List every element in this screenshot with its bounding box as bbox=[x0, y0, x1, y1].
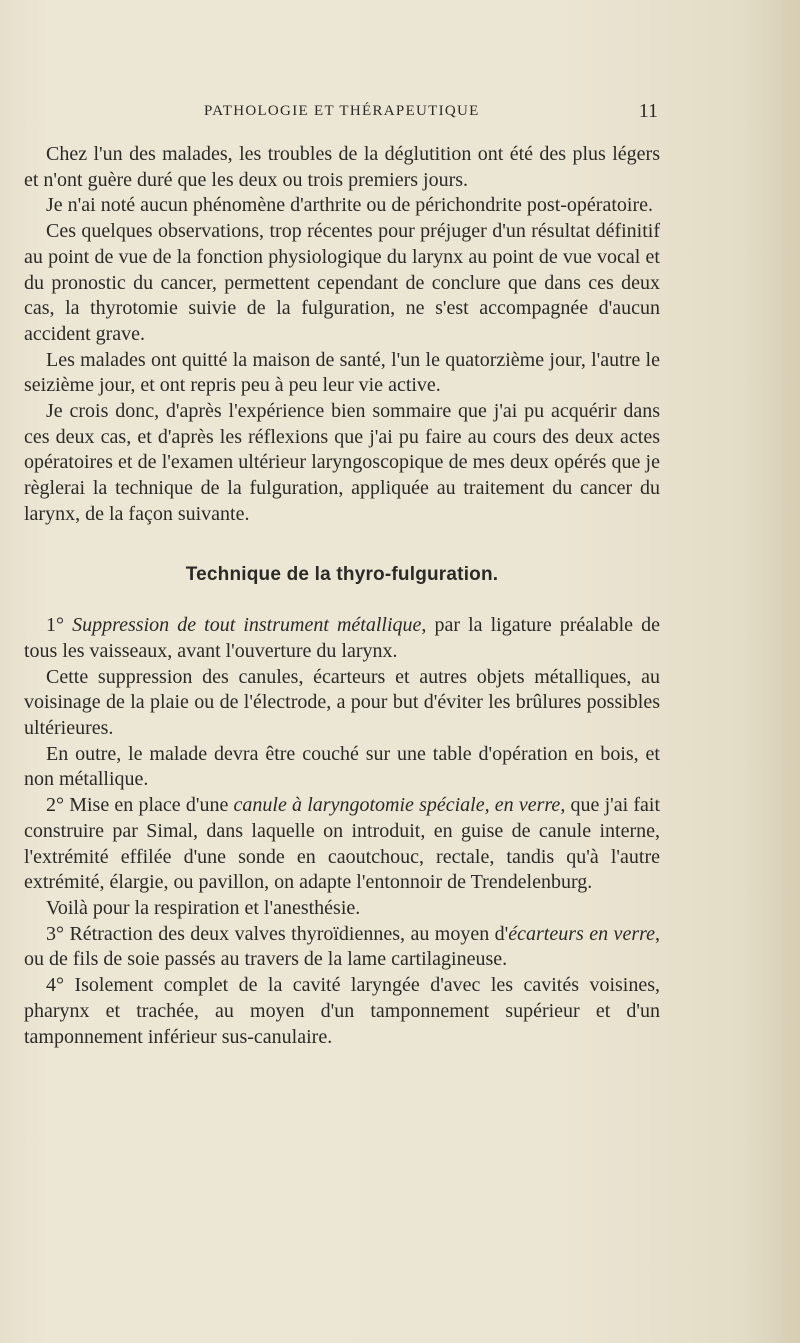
step-2-number: 2° bbox=[46, 794, 64, 817]
page-number: 11 bbox=[638, 100, 658, 122]
step-4-number: 4° bbox=[46, 974, 64, 997]
section-title: Technique de la thyro-fulguration. bbox=[185, 563, 499, 585]
step-2-lead: Mise en place d'une bbox=[69, 794, 229, 817]
paragraph-technique-intro: Je crois donc, d'après l'expérience bien sommaire que j'ai pu acquérir dans ces deux cas, et d'après les réflexions que j'ai pu faire au cours des deux actes opératoires et de l'examen ultérieur laryngoscopique de mes deux opérés que je règlerai la technique de la fulguration, appliquée au traitement du cancer du larynx, de la façon suivante. bbox=[24, 400, 660, 525]
step-3 bbox=[24, 922, 660, 973]
step-2 bbox=[24, 793, 660, 896]
step-2-text: , que j'ai fait construire par Simal, dans laquelle on introduit, en guise de canule interne, l'extrémité effilée d'une sonde en caoutchouc, rectale, tandis qu'à l'autre extrémité, élargie, ou pavillon, on adapte l'entonnoir de Trendelenburg. bbox=[24, 794, 661, 894]
page-header bbox=[24, 100, 660, 126]
paragraph-deglutition: Chez l'un des malades, les troubles de la déglutition ont été des plus légers et n'ont guère duré que les deux ou trois premiers jours. bbox=[24, 143, 660, 191]
paragraph-malades: Les malades ont quitté la maison de santé, l'un le quatorzième jour, l'autre le seizième jour, et ont repris peu à peu leur vie active. bbox=[24, 348, 660, 397]
body-text bbox=[24, 142, 660, 1050]
step-4 bbox=[24, 973, 660, 1050]
step-3-title: écarteurs en verre bbox=[508, 922, 656, 945]
step-2-title: canule à laryngotomie spéciale, en verre bbox=[233, 794, 561, 817]
step-1-title: Suppression de tout instrument métallique bbox=[72, 614, 422, 637]
paragraph-table: En outre, le malade devra être couché sur une table d'opération en bois, et non métallique. bbox=[24, 742, 660, 791]
step-1-text: , par la ligature préalable de tous les vaisseaux, avant l'ouverture du larynx. bbox=[24, 614, 661, 662]
paragraph-observations: Ces quelques observations, trop récentes pour préjuger d'un résultat définitif au point de vue de la fonction physiologique du larynx au point de vue vocal et du pronostic du cancer, permettent cependant de conclure que dans ces deux cas, la thyrotomie suivie de la fulguration, ne s'est accompagnée d'aucun accident grave. bbox=[24, 220, 660, 345]
step-3-text: , ou de fils de soie passés au travers de la lame cartilagineuse. bbox=[24, 922, 661, 971]
step-3-number: 3° bbox=[46, 922, 64, 945]
paragraph-arthrite: Je n'ai noté aucun phénomène d'arthrite ou de périchondrite post-opératoire. bbox=[46, 194, 653, 217]
step-1-number: 1° bbox=[46, 614, 64, 637]
paragraph-canules: Cette suppression des canules, écarteurs et autres objets métalliques, au voisinage de la plaie ou de l'électrode, a pour but d'éviter les brûlures possibles ultérieures. bbox=[24, 665, 660, 740]
paragraph-anesthesie: Voilà pour la respiration et l'anesthésie. bbox=[46, 896, 361, 919]
step-3-lead: Rétraction des deux valves thyroïdiennes, au moyen d' bbox=[69, 922, 509, 945]
running-title: PATHOLOGIE ET THÉRAPEUTIQUE bbox=[204, 103, 480, 119]
step-4-text: Isolement complet de la cavité laryngée d'avec les cavités voisines, pharynx et trachée, au moyen d'un tamponnement supérieur et d'un tamponnement inférieur sus-canulaire. bbox=[24, 974, 661, 1048]
step-1 bbox=[24, 613, 660, 664]
